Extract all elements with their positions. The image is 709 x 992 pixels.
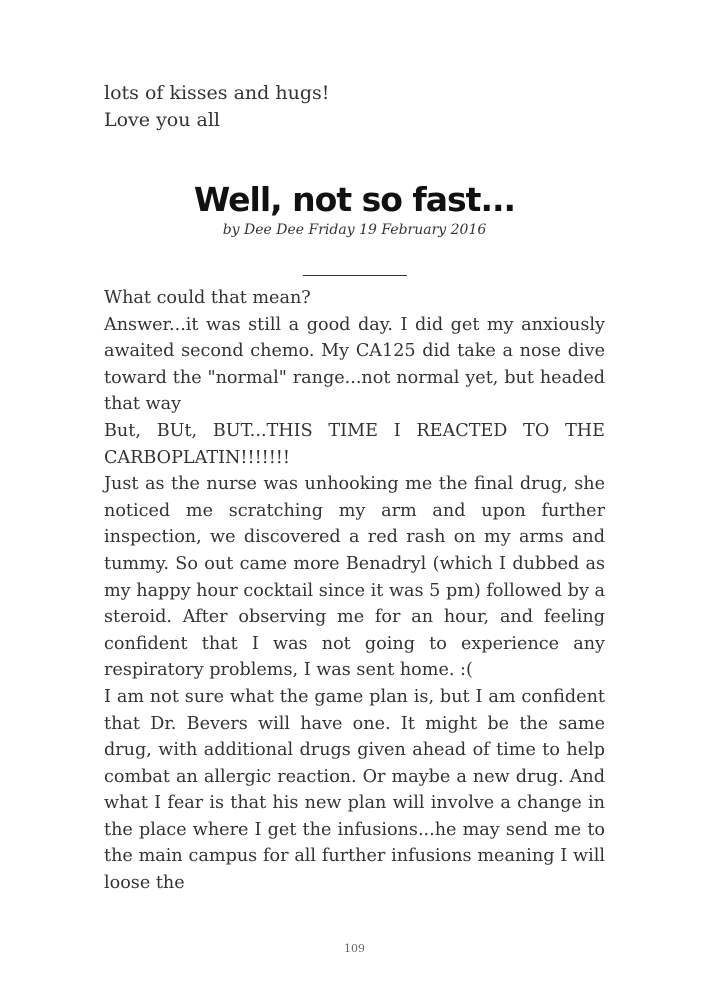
post-title: Well, not so fast... [193, 180, 516, 219]
previous-post-ending [104, 80, 605, 134]
post-body [104, 285, 605, 897]
page-number: 109 [344, 942, 365, 955]
post-byline: by Dee Dee Friday 19 February 2016 [222, 222, 487, 238]
paragraph: But, BUt, BUT...THIS TIME I REACTED TO THE CARBOPLATIN!!!!!!! [104, 420, 605, 468]
paragraph: Just as the nurse was unhooking me the final drug, she noticed me scratching my arm and upon further inspection, we discovered a red rash on my arms and tummy. So out came more Benadryl (which I dubbed as my happy hour cocktail since it was 5 pm) followed by a steroid. After observing me for an hour, and feeling confident that I was not going to experience any respiratory problems, I was sent home. :( [104, 474, 605, 681]
title-divider [303, 275, 407, 276]
paragraph: I am not sure what the game plan is, but I am confident that Dr. Bevers will have one. It might be the same drug, with additional drugs given ahead of time to help combat an allergic reaction. Or maybe a new drug. And what I fear is that his new plan will involve a change in the place where I get the infusions...he may send me to the main campus for all further infusions meaning I will loose the [104, 686, 605, 894]
paragraph: Answer...it was still a good day. I did get my anxiously awaited second chemo. My CA125 did take a nose dive toward the "normal" range...not normal yet, but headed that way [104, 314, 605, 415]
paragraph: What could that mean? [104, 288, 311, 308]
intro-line: lots of kisses and hugs! [104, 82, 330, 104]
intro-line: Love you all [104, 109, 221, 131]
